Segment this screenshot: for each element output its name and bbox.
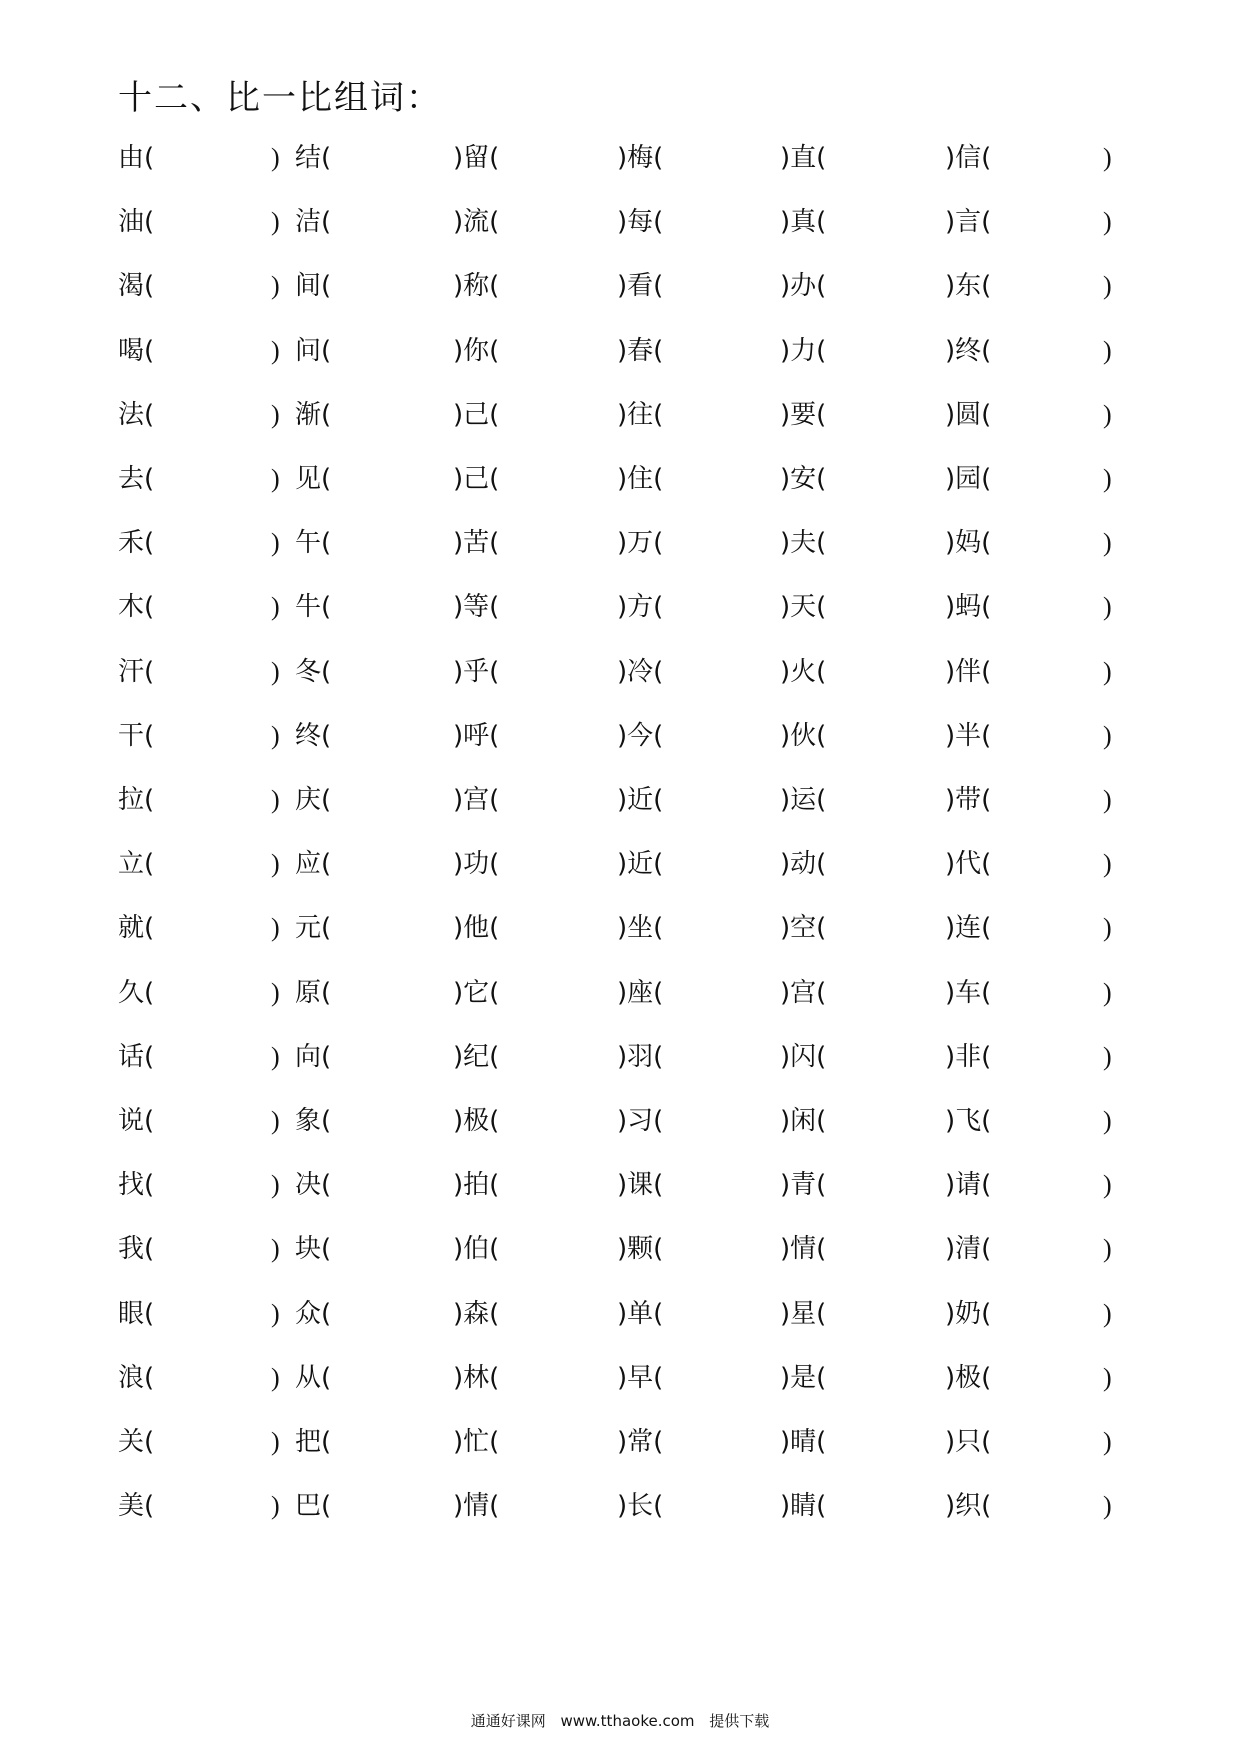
word-cell[interactable]: 元( (295, 913, 332, 944)
word-cell[interactable]: )请( (945, 1170, 992, 1201)
word-cell[interactable]: 向( (295, 1041, 332, 1072)
word-cell[interactable]: )早( (617, 1362, 664, 1393)
word-cell[interactable]: 巴( (295, 1491, 332, 1522)
word-cell[interactable]: )课( (617, 1170, 664, 1201)
closing-paren: ) (1103, 977, 1112, 1007)
word-cell[interactable]: )乎( (453, 656, 500, 687)
closing-paren: ) (271, 528, 280, 558)
closing-paren: ) (1103, 592, 1112, 622)
word-row (0, 1165, 1240, 1205)
word-cell[interactable]: )极( (945, 1362, 992, 1393)
word-cell[interactable]: 象( (295, 1106, 332, 1136)
closing-paren: ) (1103, 1491, 1112, 1521)
word-row (0, 908, 1240, 948)
closing-paren: ) (271, 913, 280, 943)
word-cell[interactable]: )己( (453, 464, 500, 494)
word-cell[interactable]: 从( (295, 1362, 332, 1393)
word-cell[interactable]: )圆( (945, 399, 992, 430)
word-cell[interactable]: 汗( (118, 656, 155, 687)
closing-paren: ) (271, 207, 280, 237)
word-cell[interactable]: 找( (118, 1170, 155, 1201)
word-cell[interactable]: )空( (780, 913, 827, 944)
word-cell[interactable]: )是( (780, 1362, 827, 1393)
word-cell[interactable]: )坐( (617, 913, 664, 944)
word-cell[interactable]: )蚂( (945, 592, 992, 623)
word-cell[interactable]: )办( (780, 271, 827, 302)
word-cell[interactable]: )言( (945, 207, 992, 238)
word-cell[interactable]: )己( (453, 399, 500, 430)
word-cell[interactable]: 洁( (295, 207, 332, 238)
word-cell[interactable]: 原( (295, 977, 332, 1008)
closing-paren: ) (271, 464, 280, 493)
word-cell[interactable]: )代( (945, 849, 992, 880)
word-cell[interactable]: 见( (295, 464, 332, 494)
word-cell[interactable]: )羽( (617, 1041, 664, 1072)
word-cell[interactable]: )奶( (945, 1298, 992, 1329)
closing-paren: ) (1103, 849, 1112, 879)
closing-paren: ) (1103, 1234, 1112, 1264)
closing-paren: ) (1103, 464, 1112, 493)
closing-paren: ) (271, 785, 280, 814)
word-cell[interactable]: )园( (945, 464, 992, 494)
word-cell[interactable]: )星( (780, 1298, 827, 1329)
word-cell[interactable]: )动( (780, 849, 827, 880)
word-cell[interactable]: )信( (945, 143, 992, 173)
word-cell[interactable]: 庆( (295, 785, 332, 815)
word-cell[interactable]: )清( (945, 1234, 992, 1265)
footer-note: 提供下载 (709, 1712, 770, 1730)
word-row (0, 1486, 1240, 1526)
word-cell[interactable]: )拍( (453, 1170, 500, 1201)
word-cell[interactable]: )颗( (617, 1234, 664, 1265)
word-cell[interactable]: 块( (295, 1234, 332, 1265)
closing-paren: ) (1103, 656, 1112, 686)
word-cell[interactable]: )座( (617, 977, 664, 1008)
word-cell[interactable]: )妈( (945, 528, 992, 559)
word-cell[interactable]: )情( (453, 1491, 500, 1522)
word-cell[interactable]: )每( (617, 207, 664, 238)
word-row (0, 266, 1240, 306)
closing-paren: ) (1103, 1106, 1112, 1135)
word-cell[interactable]: 美( (118, 1491, 155, 1522)
word-row (0, 973, 1240, 1013)
word-cell[interactable]: 结( (295, 143, 332, 173)
word-cell[interactable]: 久( (118, 977, 155, 1008)
word-row (0, 1037, 1240, 1077)
closing-paren: ) (271, 1362, 280, 1392)
word-cell[interactable]: )运( (780, 785, 827, 815)
word-row (0, 1294, 1240, 1334)
word-cell[interactable]: )称( (453, 271, 500, 302)
word-row (0, 587, 1240, 627)
footer-site: 通通好课网 (470, 1712, 546, 1730)
word-row (0, 1358, 1240, 1398)
word-cell[interactable]: )往( (617, 399, 664, 430)
word-cell[interactable]: )伙( (780, 720, 827, 751)
word-cell[interactable]: 法( (118, 399, 155, 430)
word-cell[interactable]: )它( (453, 977, 500, 1008)
word-row (0, 138, 1240, 178)
word-cell[interactable]: )半( (945, 720, 992, 751)
word-cell[interactable]: )近( (617, 785, 664, 815)
word-cell[interactable]: )万( (617, 528, 664, 559)
closing-paren: ) (1103, 399, 1112, 429)
word-cell[interactable]: 午( (295, 528, 332, 559)
word-cell[interactable]: 间( (295, 271, 332, 302)
word-cell[interactable]: 渐( (295, 399, 332, 430)
word-cell[interactable]: 喝( (118, 335, 155, 366)
word-cell[interactable]: 立( (118, 849, 155, 880)
word-row (0, 1101, 1240, 1141)
word-cell[interactable]: 由( (118, 143, 155, 173)
word-cell[interactable]: 决( (295, 1170, 332, 1201)
closing-paren: ) (271, 720, 280, 750)
word-cell[interactable]: )单( (617, 1298, 664, 1329)
word-cell[interactable]: )梅( (617, 143, 664, 173)
closing-paren: ) (271, 1106, 280, 1135)
word-cell[interactable]: )住( (617, 464, 664, 494)
word-cell[interactable]: 话( (118, 1041, 155, 1072)
word-cell[interactable]: 牛( (295, 592, 332, 623)
word-cell[interactable]: 把( (295, 1427, 332, 1457)
word-cell[interactable]: )东( (945, 271, 992, 302)
closing-paren: ) (1103, 785, 1112, 814)
word-row (0, 523, 1240, 563)
closing-paren: ) (271, 1234, 280, 1264)
word-cell[interactable]: )晴( (780, 1427, 827, 1457)
word-cell[interactable]: 干( (118, 720, 155, 751)
word-cell[interactable]: 终( (295, 720, 332, 751)
word-cell[interactable]: )飞( (945, 1106, 992, 1136)
closing-paren: ) (271, 1170, 280, 1200)
footer-url: www.tthaoke.com (560, 1712, 695, 1730)
word-cell[interactable]: 说( (118, 1106, 155, 1136)
closing-paren: ) (1103, 271, 1112, 301)
closing-paren: ) (271, 977, 280, 1007)
closing-paren: ) (1103, 528, 1112, 558)
closing-paren: ) (271, 1298, 280, 1328)
word-cell[interactable]: )流( (453, 207, 500, 238)
word-cell[interactable]: )伴( (945, 656, 992, 687)
word-cell[interactable]: )春( (617, 335, 664, 366)
word-cell[interactable]: )极( (453, 1106, 500, 1136)
word-cell[interactable]: )闲( (780, 1106, 827, 1136)
closing-paren: ) (1103, 1427, 1112, 1456)
closing-paren: ) (271, 1427, 280, 1456)
closing-paren: ) (1103, 913, 1112, 943)
word-cell[interactable]: 众( (295, 1298, 332, 1329)
closing-paren: ) (271, 271, 280, 301)
word-cell[interactable]: )今( (617, 720, 664, 751)
closing-paren: ) (271, 399, 280, 429)
word-cell[interactable]: )真( (780, 207, 827, 238)
word-cell[interactable]: 应( (295, 849, 332, 880)
word-cell[interactable]: )习( (617, 1106, 664, 1136)
closing-paren: ) (1103, 1298, 1112, 1328)
word-cell[interactable]: )宫( (780, 977, 827, 1008)
word-cell[interactable]: )要( (780, 399, 827, 430)
word-cell[interactable]: )安( (780, 464, 827, 494)
word-cell[interactable]: 拉( (118, 785, 155, 815)
word-cell[interactable]: )长( (617, 1491, 664, 1522)
word-cell[interactable]: )睛( (780, 1491, 827, 1522)
word-cell[interactable]: )连( (945, 913, 992, 944)
word-cell[interactable]: )宫( (453, 785, 500, 815)
word-row (0, 1229, 1240, 1269)
word-cell[interactable]: )近( (617, 849, 664, 880)
word-cell[interactable]: 禾( (118, 528, 155, 559)
closing-paren: ) (271, 143, 280, 172)
word-cell[interactable]: )你( (453, 335, 500, 366)
word-cell[interactable]: )只( (945, 1427, 992, 1457)
word-cell[interactable]: 浪( (118, 1362, 155, 1393)
word-cell[interactable]: )留( (453, 143, 500, 173)
word-cell[interactable]: 问( (295, 335, 332, 366)
word-cell[interactable]: 渴( (118, 271, 155, 302)
word-cell[interactable]: )力( (780, 335, 827, 366)
word-cell[interactable]: 去( (118, 464, 155, 494)
word-cell[interactable]: )林( (453, 1362, 500, 1393)
word-cell[interactable]: )闪( (780, 1041, 827, 1072)
word-row (0, 780, 1240, 820)
word-cell[interactable]: 眼( (118, 1298, 155, 1329)
word-cell[interactable]: 冬( (295, 656, 332, 687)
word-row (0, 459, 1240, 499)
word-cell[interactable]: )织( (945, 1491, 992, 1522)
word-cell[interactable]: 就( (118, 913, 155, 944)
word-cell[interactable]: )等( (453, 592, 500, 623)
word-cell[interactable]: 木( (118, 592, 155, 623)
word-cell[interactable]: 关( (118, 1427, 155, 1457)
word-cell[interactable]: )森( (453, 1298, 500, 1329)
word-row (0, 202, 1240, 242)
word-cell[interactable]: )带( (945, 785, 992, 815)
word-row (0, 652, 1240, 692)
word-cell[interactable]: )方( (617, 592, 664, 623)
word-cell[interactable]: )夫( (780, 528, 827, 559)
closing-paren: ) (1103, 1041, 1112, 1071)
page-title: 十二、比一比组词： (118, 78, 442, 118)
word-row (0, 331, 1240, 371)
word-cell[interactable]: )呼( (453, 720, 500, 751)
word-row (0, 395, 1240, 435)
word-cell[interactable]: 油( (118, 207, 155, 238)
word-cell[interactable]: )青( (780, 1170, 827, 1201)
word-cell[interactable]: )功( (453, 849, 500, 880)
word-row (0, 1422, 1240, 1462)
word-cell[interactable]: )终( (945, 335, 992, 366)
word-cell[interactable]: )冷( (617, 656, 664, 687)
closing-paren: ) (271, 592, 280, 622)
closing-paren: ) (1103, 335, 1112, 365)
closing-paren: ) (271, 849, 280, 879)
footer (0, 1710, 1240, 1731)
word-cell[interactable]: )常( (617, 1427, 664, 1457)
word-cell[interactable]: )伯( (453, 1234, 500, 1265)
word-cell[interactable]: )纪( (453, 1041, 500, 1072)
word-cell[interactable]: )忙( (453, 1427, 500, 1457)
word-row (0, 844, 1240, 884)
closing-paren: ) (271, 1041, 280, 1071)
word-cell[interactable]: )非( (945, 1041, 992, 1072)
closing-paren: ) (271, 1491, 280, 1521)
word-cell[interactable]: )苦( (453, 528, 500, 559)
closing-paren: ) (271, 335, 280, 365)
closing-paren: ) (1103, 720, 1112, 750)
word-cell[interactable]: )他( (453, 913, 500, 944)
word-cell[interactable]: )直( (780, 143, 827, 173)
word-cell[interactable]: )看( (617, 271, 664, 302)
closing-paren: ) (1103, 207, 1112, 237)
closing-paren: ) (1103, 1170, 1112, 1200)
word-cell[interactable]: )火( (780, 656, 827, 687)
closing-paren: ) (271, 656, 280, 686)
word-cell[interactable]: )情( (780, 1234, 827, 1265)
word-cell[interactable]: 我( (118, 1234, 155, 1265)
word-row (0, 716, 1240, 756)
word-cell[interactable]: )车( (945, 977, 992, 1008)
closing-paren: ) (1103, 1362, 1112, 1392)
closing-paren: ) (1103, 143, 1112, 172)
word-cell[interactable]: )天( (780, 592, 827, 623)
